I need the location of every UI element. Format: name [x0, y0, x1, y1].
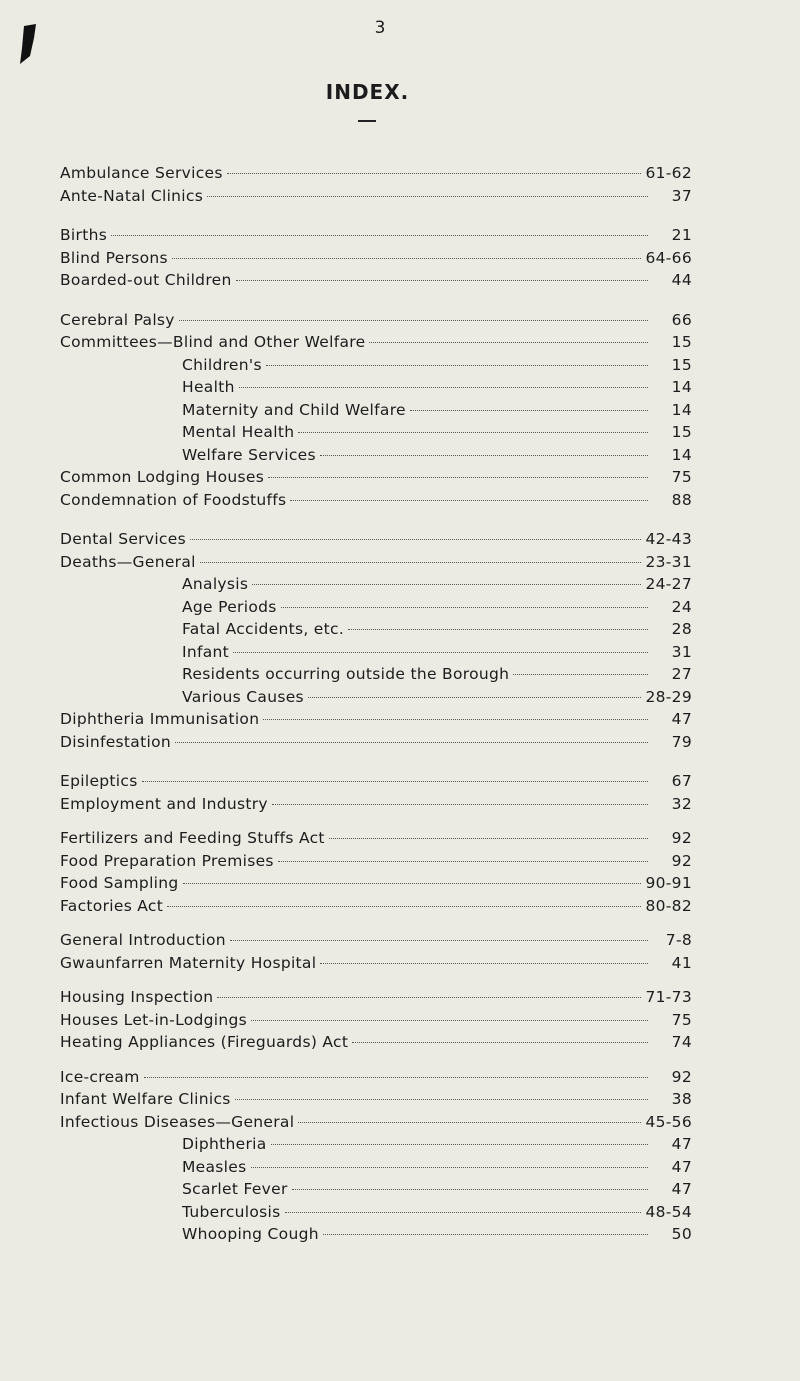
dot-leader [298, 432, 648, 433]
index-entry [60, 618, 692, 641]
entry-label: Heating Appliances (Fireguards) Act [60, 1033, 349, 1051]
entry-page-ref: 45-56 [645, 1112, 692, 1131]
entry-label: Houses Let-in-Lodgings [60, 1010, 248, 1029]
index-entry [60, 331, 692, 354]
index-entry [60, 309, 692, 332]
dot-leader [281, 607, 648, 608]
index-entry [60, 444, 692, 467]
entry-label: Deaths—General [60, 552, 196, 571]
index-entry [60, 827, 692, 850]
dot-leader [239, 387, 648, 388]
dot-leader [323, 1234, 648, 1235]
dot-leader [251, 1020, 648, 1021]
entry-label: Health [182, 378, 235, 396]
entry-label: Age Periods [182, 597, 277, 616]
entry-label: General Introduction [60, 931, 226, 949]
index-entry [60, 1088, 692, 1111]
entry-label: Births [60, 226, 108, 244]
entry-label: Committees—Blind and Other Welfare [60, 333, 366, 351]
dot-leader [111, 235, 648, 236]
section-gap [60, 1054, 692, 1066]
entry-page-ref: 80-82 [645, 896, 692, 915]
index-entry [60, 1223, 692, 1246]
index-list [60, 162, 692, 1246]
index-entry [60, 269, 692, 292]
index-entry [60, 850, 692, 873]
entry-page-ref: 75 [671, 468, 692, 486]
entry-label: Various Causes [182, 687, 304, 706]
dot-leader [348, 629, 648, 630]
entry-label: Residents occurring outside the Borough [182, 665, 510, 683]
index-entry [60, 770, 692, 793]
entry-page-ref: 79 [671, 732, 692, 751]
page-title: INDEX. [325, 80, 410, 104]
entry-label: Children's [182, 355, 262, 374]
entry-label: Employment and Industry [60, 794, 268, 813]
dot-leader [190, 539, 641, 540]
dot-leader [200, 562, 642, 563]
entry-page-ref: 47 [671, 1157, 692, 1176]
entry-label: Condemnation of Foodstuffs [60, 490, 287, 509]
dot-leader [290, 500, 648, 501]
entry-label: Fertilizers and Feeding Stuffs Act [60, 829, 325, 847]
dot-leader [266, 365, 648, 366]
entry-page-ref: 66 [671, 310, 692, 329]
entry-page-ref: 71-73 [645, 988, 692, 1006]
entry-label: Fatal Accidents, etc. [182, 620, 345, 638]
entry-page-ref: 44 [671, 271, 692, 289]
entry-label: Dental Services [60, 530, 186, 548]
index-entry [60, 986, 692, 1009]
entry-label: Common Lodging Houses [60, 468, 265, 486]
entry-label: Blind Persons [60, 248, 168, 267]
dot-leader [167, 906, 641, 907]
entry-page-ref: 67 [671, 772, 692, 790]
dot-leader [183, 883, 642, 884]
entry-page-ref: 24 [671, 597, 692, 616]
index-entry [60, 399, 692, 422]
index-entry [60, 641, 692, 664]
entry-page-ref: 92 [671, 829, 692, 847]
dot-leader [285, 1212, 642, 1213]
index-entry [60, 895, 692, 918]
entry-page-ref: 14 [671, 400, 692, 419]
index-entry [60, 929, 692, 952]
index-entry [60, 663, 692, 686]
entry-page-ref: 21 [671, 226, 692, 244]
entry-label: Food Preparation Premises [60, 851, 274, 870]
dot-leader [175, 742, 648, 743]
dot-leader [410, 410, 648, 411]
entry-label: Welfare Services [182, 445, 316, 464]
dot-leader [251, 1167, 648, 1168]
title-divider [358, 120, 376, 122]
dot-leader [217, 997, 641, 998]
index-entry [60, 872, 692, 895]
dot-leader [230, 940, 648, 941]
entry-page-ref: 7-8 [665, 931, 692, 949]
entry-page-ref: 14 [671, 445, 692, 464]
entry-label: Food Sampling [60, 874, 179, 892]
index-entry [60, 376, 692, 399]
index-entry [60, 793, 692, 816]
entry-label: Infant Welfare Clinics [60, 1090, 231, 1108]
entry-label: Maternity and Child Welfare [182, 400, 406, 419]
index-entry [60, 162, 692, 185]
entry-page-ref: 48-54 [645, 1202, 692, 1221]
entry-page-ref: 75 [671, 1010, 692, 1029]
entry-page-ref: 47 [671, 1180, 692, 1198]
entry-page-ref: 23-31 [645, 552, 692, 571]
index-entry [60, 1156, 692, 1179]
dot-leader [298, 1122, 641, 1123]
index-entry [60, 489, 692, 512]
entry-page-ref: 61-62 [645, 164, 692, 182]
dot-leader [172, 258, 642, 259]
dot-leader [329, 838, 648, 839]
entry-label: Scarlet Fever [182, 1180, 288, 1198]
entry-label: Tuberculosis [182, 1202, 281, 1221]
section-gap [60, 917, 692, 929]
dot-leader [263, 719, 648, 720]
entry-label: Infant [182, 642, 230, 661]
dot-leader [369, 342, 648, 343]
entry-page-ref: 15 [671, 355, 692, 374]
index-entry [60, 731, 692, 754]
index-entry [60, 1201, 692, 1224]
entry-label: Epileptics [60, 772, 138, 790]
index-entry [60, 1031, 692, 1054]
entry-page-ref: 90-91 [645, 874, 692, 892]
entry-page-ref: 88 [671, 490, 692, 509]
entry-label: Ambulance Services [60, 164, 223, 182]
entry-page-ref: 47 [671, 710, 692, 728]
entry-label: Ante-Natal Clinics [60, 186, 204, 205]
entry-label: Whooping Cough [182, 1225, 319, 1243]
dot-leader [236, 280, 648, 281]
section-gap [60, 511, 692, 528]
entry-page-ref: 32 [671, 794, 692, 813]
dot-leader [352, 1042, 648, 1043]
dot-leader [227, 173, 642, 174]
entry-page-ref: 31 [671, 642, 692, 661]
index-entry [60, 224, 692, 247]
entry-page-ref: 14 [671, 378, 692, 396]
index-entry [60, 551, 692, 574]
entry-label: Factories Act [60, 896, 164, 915]
index-entry [60, 708, 692, 731]
index-entry [60, 1178, 692, 1201]
index-entry [60, 686, 692, 709]
dot-leader [268, 477, 648, 478]
entry-label: Gwaunfarren Maternity Hospital [60, 953, 317, 972]
dot-leader [207, 196, 648, 197]
entry-label: Diphtheria [182, 1135, 267, 1153]
dot-leader [320, 455, 648, 456]
entry-label: Disinfestation [60, 732, 171, 751]
entry-page-ref: 92 [671, 1067, 692, 1086]
dot-leader [271, 1144, 648, 1145]
dot-leader [320, 963, 648, 964]
index-entry [60, 952, 692, 975]
entry-page-ref: 92 [671, 851, 692, 870]
index-entry [60, 573, 692, 596]
index-entry [60, 1009, 692, 1032]
entry-page-ref: 15 [671, 333, 692, 351]
entry-label: Boarded-out Children [60, 271, 232, 289]
entry-page-ref: 27 [671, 665, 692, 683]
index-entry [60, 421, 692, 444]
entry-page-ref: 28 [671, 620, 692, 638]
dot-leader [272, 804, 648, 805]
index-entry [60, 528, 692, 551]
dot-leader [278, 861, 648, 862]
entry-label: Ice-cream [60, 1067, 140, 1086]
entry-label: Cerebral Palsy [60, 310, 175, 329]
entry-page-ref: 47 [671, 1135, 692, 1153]
entry-page-ref: 74 [671, 1033, 692, 1051]
index-entry [60, 185, 692, 208]
entry-label: Measles [182, 1157, 247, 1176]
index-entry [60, 1111, 692, 1134]
page-number: 3 [374, 18, 386, 38]
index-entry [60, 354, 692, 377]
section-gap [60, 974, 692, 986]
entry-label: Diphtheria Immunisation [60, 710, 260, 728]
entry-page-ref: 28-29 [645, 687, 692, 706]
index-entry [60, 1066, 692, 1089]
entry-page-ref: 41 [671, 953, 692, 972]
entry-page-ref: 50 [671, 1225, 692, 1243]
dot-leader [142, 781, 648, 782]
dot-leader [233, 652, 648, 653]
entry-page-ref: 38 [671, 1090, 692, 1108]
section-gap [60, 207, 692, 224]
dot-leader [308, 697, 642, 698]
index-entry [60, 247, 692, 270]
entry-label: Housing Inspection [60, 988, 214, 1006]
entry-page-ref: 37 [671, 186, 692, 205]
entry-label: Analysis [182, 575, 249, 593]
dot-leader [179, 320, 648, 321]
dot-leader [252, 584, 641, 585]
entry-page-ref: 42-43 [645, 530, 692, 548]
entry-page-ref: 15 [671, 423, 692, 441]
index-entry [60, 596, 692, 619]
entry-page-ref: 24-27 [645, 575, 692, 593]
entry-label: Mental Health [182, 423, 295, 441]
section-gap [60, 292, 692, 309]
index-entry [60, 1133, 692, 1156]
dot-leader [513, 674, 648, 675]
dot-leader [235, 1099, 648, 1100]
section-gap [60, 753, 692, 770]
dot-leader [144, 1077, 648, 1078]
section-gap [60, 815, 692, 827]
entry-label: Infectious Diseases—General [60, 1112, 295, 1131]
dot-leader [292, 1189, 648, 1190]
entry-page-ref: 64-66 [645, 248, 692, 267]
index-entry [60, 466, 692, 489]
